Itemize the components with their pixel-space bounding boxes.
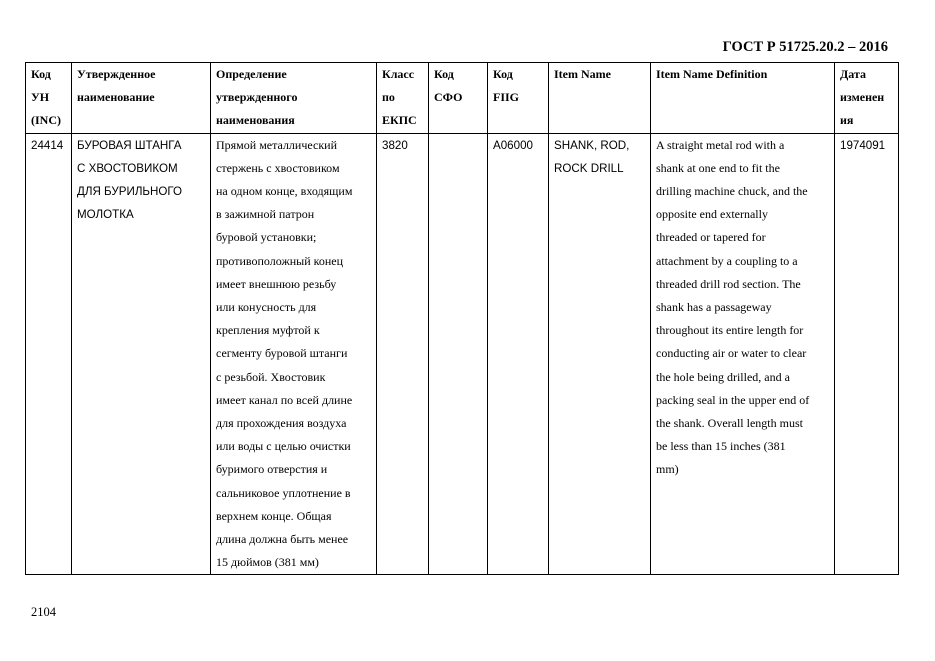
- table-header-row: [26, 63, 899, 134]
- col-header-definition: Определение утвержденного наименования: [211, 63, 377, 134]
- col-header-change-date: Дата изменен ия: [835, 63, 899, 134]
- col-header-sfo-code: Код СФО: [429, 63, 488, 134]
- cell-ekps-class: 3820: [377, 133, 429, 575]
- cell-sfo-code: [429, 133, 488, 575]
- col-header-item-name: Item Name: [549, 63, 651, 134]
- cell-item-name: SHANK, ROD, ROCK DRILL: [549, 133, 651, 575]
- col-header-approved-name: Утвержденное наименование: [72, 63, 211, 134]
- page-number: 2104: [31, 605, 56, 619]
- cell-inc: 24414: [26, 133, 72, 575]
- cell-definition: Прямой металлический стержень с хвостовиком на одном конце, входящим в зажимной патрон буровой установки; противоположный конец имеет внешнюю резьбу или конусность для крепления муфтой к сегменту буровой штанги с резьбой. Хвостовик имеет канал по всей длине для прохождения воздуха или воды с целью очистки буримого отверстия и сальниковое уплотнение в верхнем конце. Общая длина должна быть менее 15 дюймов (381 мм): [211, 133, 377, 575]
- col-header-item-name-definition: Item Name Definition: [651, 63, 835, 134]
- table-row: [26, 133, 899, 575]
- cell-change-date: 1974091: [835, 133, 899, 575]
- col-header-fiig-code: Код FIIG: [488, 63, 549, 134]
- cell-approved-name: БУРОВАЯ ШТАНГА С ХВОСТОВИКОМ ДЛЯ БУРИЛЬНОГО МОЛОТКА: [72, 133, 211, 575]
- col-header-inc: Код УН (INC): [26, 63, 72, 134]
- cell-item-name-definition: A straight metal rod with a shank at one end to fit the drilling machine chuck, and the opposite end externally threaded or tapered for attachment by a coupling to a threaded drill rod section. The shank has a passageway throughout its entire length for conducting air or water to clear the hole being drilled, and a packing seal in the upper end of the shank. Overall length must be less than 15 inches (381 mm): [651, 133, 835, 575]
- cell-fiig-code: A06000: [488, 133, 549, 575]
- standard-title: ГОСТ Р 51725.20.2 – 2016: [722, 39, 888, 55]
- col-header-ekps-class: Класс по ЕКПС: [377, 63, 429, 134]
- catalog-table: [25, 62, 899, 575]
